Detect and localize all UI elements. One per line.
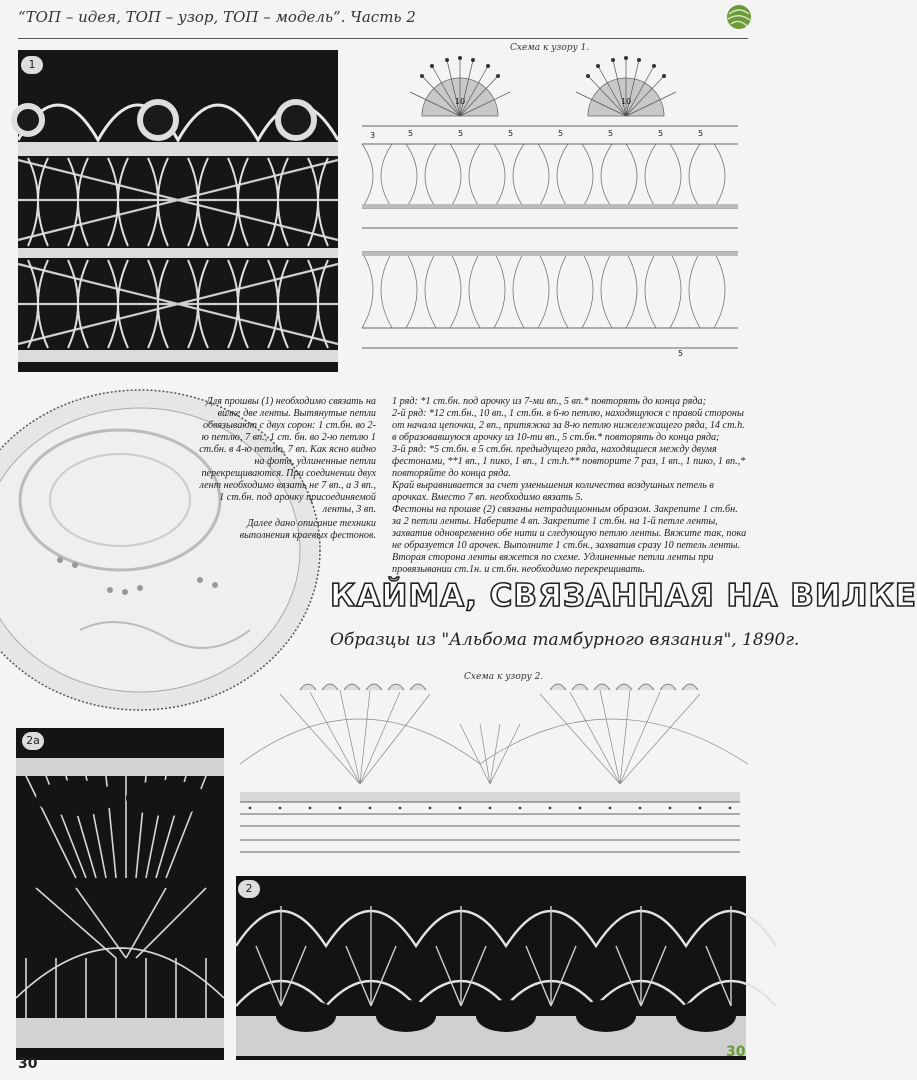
scheme-1-label-5e: 5 (608, 129, 614, 138)
lace-photo-2 (236, 876, 746, 1060)
scheme-1-label-5h: 5 (678, 349, 684, 358)
page-title: КАЙМА, СВЯЗАННАЯ НА ВИЛКЕ (330, 578, 917, 614)
scheme-1-label-10a: 10 (455, 97, 466, 106)
scheme-1-diagram (352, 56, 744, 368)
yarn-logo-icon (722, 2, 756, 32)
instructions-text (392, 396, 748, 576)
scheme-1-label-5d: 5 (558, 129, 564, 138)
second-side-text: Вторая сторона ленты вяжется по схеме. Удлиненные петли ленты при провязывании ст.1н. и ст.бн. необходимо перекрещивать. (392, 552, 714, 575)
scheme-1-label-5b: 5 (458, 129, 464, 138)
scheme-2-caption: Схема к узору 2. (464, 672, 544, 682)
page-number-left: 30 (18, 1056, 38, 1072)
scheme-1-label-5c: 5 (508, 129, 514, 138)
lace-photo-1 (18, 50, 338, 372)
page-subtitle: Образцы из "Альбома тамбурного вязания", 1890г. (330, 630, 800, 650)
photo-2a-badge: 2а (22, 732, 44, 750)
intro-paragraph-2: Далее дано описание техники выполнения краевых фестонов. (239, 518, 376, 541)
scheme-1-label-3: 3 (370, 131, 376, 140)
edge-text: Край выравнивается за счет уменьшения количества воздушных петель в арочках. Вместо 7 вп. необходимо вязать 5. (392, 480, 714, 503)
page-number-right: 30 (726, 1044, 746, 1060)
row-2-text: 2-й ряд: *12 ст.бн., 10 вп., 1 ст.бн. в 6-ю петлю, находящуюся с правой стороны от начала цепочки, 2 вп., притяжка за 8-ю петлю нижележащего ряда, 14 ст.h. в образовавшуюся арочку из 10-ти вп., 5 ст.бн.* повторять до конца ряда; (392, 408, 745, 443)
scheme-1-label-5g: 5 (698, 129, 704, 138)
scheme-1-caption: Схема к узору 1. (510, 43, 590, 53)
intro-paragraph: Для прошвы (1) необходимо связать на вилке две ленты. Вытянутые петли обвязывают с двух сорон: 1 ст.бн. во 2-ю петлю, 7 вп., 1 ст. бн. во 2-ю петлю 1 ст.бн. в 4-ю петлю, 7 вп. Как ясно видно на фото, удлиненные петли перекрещиваются. При соединении двух лент необходимо вязать не 7 вп., а 3 вп., 1 ст.бн. под арочку присоединяемой ленты, 3 вп. (199, 396, 376, 515)
intro-text (196, 396, 376, 542)
row-3-text: 3-й ряд: *5 ст.бн. в 5 ст.бн. предыдущего ряда, находящиеся между двумя фестонами, **1 вп., 1 пико, 1 вп., 1 ст.h.** повторите 7 раз, 1 вп., 1 пико, 1 вп.,* повторяйте до конца ряда. (392, 444, 746, 479)
header-rule (18, 38, 748, 39)
scheme-1-label-5a: 5 (408, 129, 414, 138)
festoon-text: Фестоны на прошве (2) связаны нетрадиционным образом. Закрепите 1 ст.бн. за 2 петли ленты. Наберите 4 вп. Закрепите 1 ст.бн. на 1-й петле ленты, захватив одновременно обе нити и следующую петлю ленты. Вяжите так, пока не образуется 10 арочек. Выполните 1 ст.бн., захватив сразу 10 петель ленты. (392, 504, 747, 551)
row-1-text: 1 ряд: *1 ст.бн. под арочку из 7-ми вп., 5 вп.* повторять до конца ряда; (392, 396, 707, 407)
lace-photo-2a (16, 728, 224, 1060)
photo-2-badge: 2 (238, 880, 260, 898)
photo-1-badge: 1 (21, 56, 43, 74)
page-header: “ТОП – идея, ТОП – узор, ТОП – модель”. Часть 2 (18, 8, 416, 26)
scheme-1-label-10b: 10 (621, 97, 632, 106)
scheme-2-diagram (240, 684, 748, 864)
scheme-1-label-5f: 5 (658, 129, 664, 138)
